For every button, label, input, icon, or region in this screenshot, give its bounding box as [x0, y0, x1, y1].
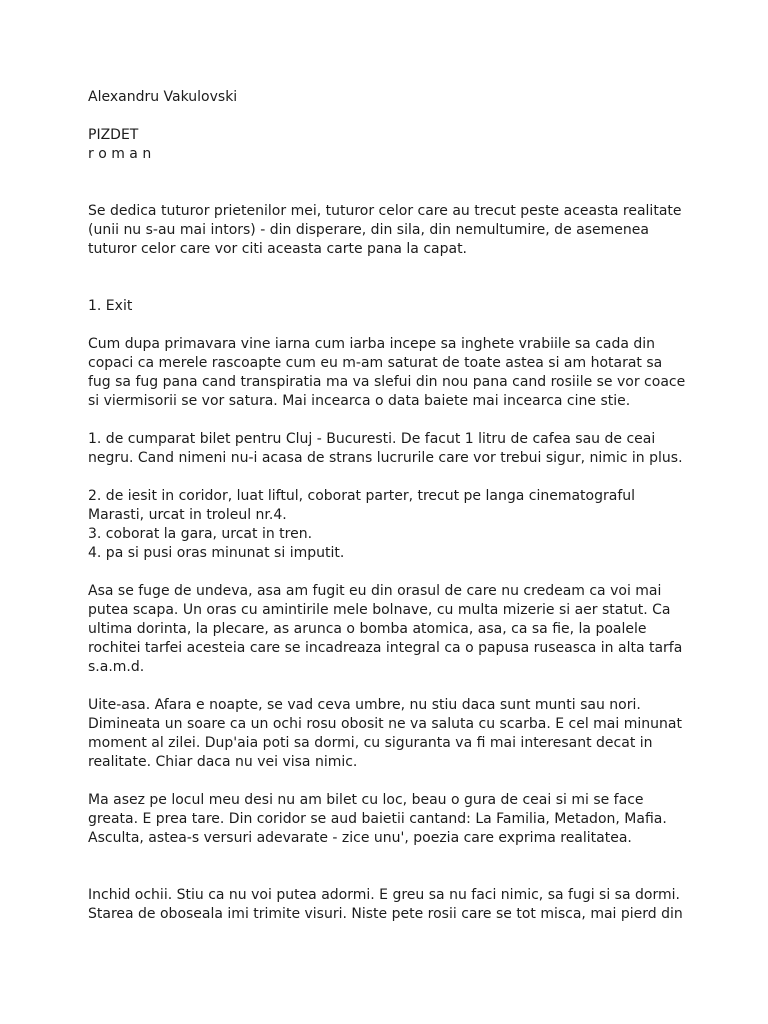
body-paragraph: Inchid ochii. Stiu ca nu voi putea adormi. E greu sa nu faci nimic, sa fugi si sa dormi. Starea de oboseala imi trimite visuri. Niste pete rosii care se tot misca, mai pierd din	[88, 887, 683, 922]
spacer	[88, 468, 688, 487]
body-paragraph: 2. de iesit in coridor, luat liftul, coborat parter, trecut pe langa cinematograful Marasti, urcat in troleul nr.4. 3. coborat la gara, urcat in tren. 4. pa si pusi oras minunat si imputit.	[88, 488, 636, 561]
spacer	[88, 107, 688, 126]
spacer	[88, 164, 688, 202]
spacer	[88, 316, 688, 335]
book-genre: r o m a n	[88, 146, 152, 162]
spacer	[88, 411, 688, 430]
body-paragraph: Uite-asa. Afara e noapte, se vad ceva umbre, nu stiu daca sunt munti sau nori. Dimineata un soare ca un ochi rosu obosit ne va saluta cu scarba. E cel mai minunat moment al zilei. Dup'aia poti sa dormi, cu siguranta va fi mai interesant decat in realitate. Chiar daca nu vei visa nimic.	[88, 697, 682, 770]
body-paragraph: 1. de cumparat bilet pentru Cluj - Bucuresti. De facut 1 litru de cafea sau de ceai negru. Cand nimeni nu-i acasa de strans lucrurile care vor trebui sigur, nimic in plus.	[88, 431, 683, 466]
spacer	[88, 677, 688, 696]
spacer	[88, 563, 688, 582]
spacer	[88, 259, 688, 297]
document-page	[88, 88, 688, 924]
body-paragraph: Asa se fuge de undeva, asa am fugit eu din orasul de care nu credeam ca voi mai putea scapa. Un oras cu amintirile mele bolnave, cu multa mizerie si aer statut. Ca ultima dorinta, la plecare, as arunca o bomba atomica, asa, ca sa fie, la poalele rochitei tarfei acesteia care se incadreaza integral ca o papusa ruseasca in alta tarfa s.a.m.d.	[88, 583, 683, 675]
body-paragraph: Cum dupa primavara vine iarna cum iarba incepe sa inghete vrabiile sa cada din copaci ca merele rascoapte cum eu m-am saturat de toate astea si am hotarat sa fug sa fug pana cand transpiratia ma va slefui din nou pana cand rosiile se vor coace si viermisorii se vor satura. Mai incearca o data baiete mai incearca cine stie.	[88, 336, 686, 409]
author-name: Alexandru Vakulovski	[88, 89, 238, 105]
body-paragraph: Ma asez pe locul meu desi nu am bilet cu loc, beau o gura de ceai si mi se face greata. E prea tare. Din coridor se aud baietii cantand: La Familia, Metadon, Mafia. Asculta, astea-s versuri adevarate - zice unu', poezia care exprima realitatea.	[88, 792, 667, 846]
spacer	[88, 848, 688, 886]
dedication-paragraph: Se dedica tuturor prietenilor mei, tuturor celor care au trecut peste aceasta realitate (unii nu s-au mai intors) - din disperare, din sila, din nemultumire, de asemenea tuturor celor care vor citi aceasta carte pana la capat.	[88, 203, 682, 257]
spacer	[88, 772, 688, 791]
book-title: PIZDET	[88, 127, 139, 143]
chapter-heading: 1. Exit	[88, 298, 133, 314]
